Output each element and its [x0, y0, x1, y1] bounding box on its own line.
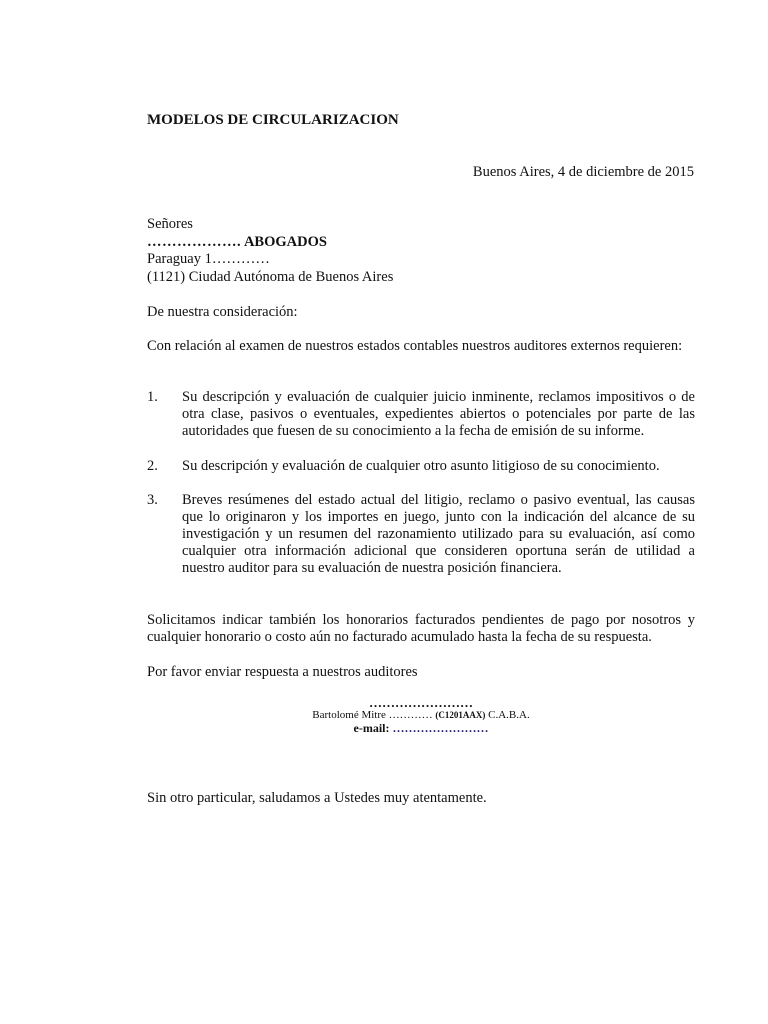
list-item	[147, 492, 695, 596]
recipient-firm-dots: ……………….	[147, 233, 242, 250]
list-item-number: 2.	[147, 458, 158, 474]
list-item	[147, 389, 695, 441]
auditor-name-dots: ……………………	[369, 695, 473, 710]
auditor-block	[147, 696, 695, 735]
intro-paragraph: Con relación al examen de nuestros estados contables nuestros auditores externos requieren:	[147, 338, 683, 354]
document-title: MODELOS DE CIRCULARIZACION	[147, 112, 399, 128]
date-line: Buenos Aires, 4 de diciembre de 2015	[472, 164, 694, 180]
recipient-firm-name: ABOGADOS	[241, 233, 327, 250]
recipient-block	[147, 216, 707, 286]
auditor-postal-code: (C1201AAX)	[435, 710, 486, 720]
recipient-street: Paraguay 1…………	[147, 251, 270, 267]
list-item-text: Su descripción y evaluación de cualquier juicio inminente, reclamos impositivos o de otra clase, pasivos o eventuales, expedientes abiertos o potenciales por parte de las autoridades que fuesen de su conocimiento a la fecha de emisión de su informe.	[182, 389, 695, 439]
list-item-number: 3.	[147, 492, 158, 508]
auditor-email-dots: ……………………	[389, 721, 489, 735]
closing-line: Sin otro particular, saludamos a Ustedes muy atentamente.	[147, 790, 487, 806]
list-item-number: 1.	[147, 389, 158, 405]
auditor-email-label: e-mail:	[353, 721, 390, 735]
recipient-salutation: Señores	[147, 216, 193, 232]
auditor-city: C.A.B.A.	[485, 709, 530, 721]
auditor-street: Bartolomé Mitre …………	[312, 709, 433, 721]
greeting: De nuestra consideración:	[147, 304, 298, 320]
recipient-firm	[147, 234, 707, 252]
list-item	[147, 458, 695, 476]
list-item-text: Breves resúmenes del estado actual del litigio, reclamo o pasivo eventual, las causas que lo originaron y los importes en juego, junto con la indicación del alcance de su investigación y un resumen del razonamiento utilizado para su evaluación, así como cualquier otra información adicional que consideren oportuna serán de utilidad a nuestro auditor para su evaluación de nuestra posición financiera.	[182, 492, 695, 576]
recipient-city: (1121) Ciudad Autónoma de Buenos Aires	[147, 268, 394, 285]
send-instruction: Por favor enviar respuesta a nuestros auditores	[147, 664, 418, 680]
fees-paragraph: Solicitamos indicar también los honorarios facturados pendientes de pago por nosotros y cualquier honorario o costo aún no facturado acumulado hasta la fecha de su respuesta.	[147, 612, 695, 645]
list-item-text: Su descripción y evaluación de cualquier otro asunto litigioso de su conocimiento.	[182, 458, 660, 474]
auditor-email	[147, 722, 695, 735]
